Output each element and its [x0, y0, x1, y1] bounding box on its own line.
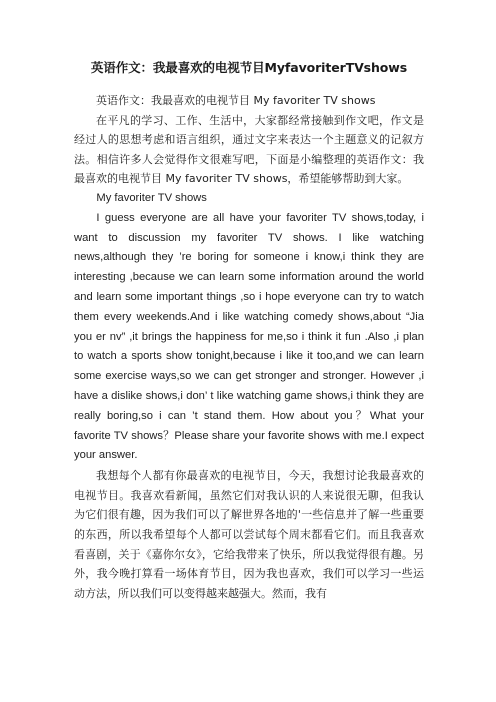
chinese-translation-paragraph: 我想每个人都有你最喜欢的电视节目，今天，我想讨论我最喜欢的电视节目。我喜欢看新闻，虽然它们对我认识的人来说很无聊，但我认为它们很有趣，因为我们可以了解世界各地的'一些信息并了解一些重要的东西，所以我希望每个人都可以尝试每个周末都看它们。而且我喜欢看喜剧，关于《嘉你尔女》，它给我带来了快乐，所以我觉得很有趣。另外，我今晚打算看一场体育节目，因为我也喜欢，我们可以学习一些运动方法，所以我们可以变得越来越强大。然而，我有: [74, 469, 424, 600]
intro-paragraph: 在平凡的学习、工作、生活中，大家都经常接触到作文吧，作文是经过人的思想考虑和语言组织，通过文字来表达一个主题意义的记叙方法。相信许多人会觉得作文很难写吧，下面是小编整理的英语作文：我最喜欢的电视节目 My favoriter TV shows，希望能够帮助到大家。: [74, 113, 424, 186]
document-title: 英语作文：我最喜欢的电视节目MyfavoriterTVshows: [90, 60, 408, 75]
essay-heading: My favoriter TV shows: [96, 191, 207, 204]
subtitle-paragraph: 英语作文：我最喜欢的电视节目 My favoriter TV shows: [96, 94, 376, 107]
english-essay-paragraph: I guess everyone are all have your favoriter TV shows,today, i want to discussion my favoriter TV shows. I like watching news,although they ’re boring for someone i know,i think they are interesting ,because we can learn some information around the world and learn some important things ,so i hope everyone can try to watch them every weekends.And i like watching comedy shows,about “Jia you er nv” ,it brings the happiness for me,so i think it fun .Also ,i plan to watch a sports show tonight,because i like it too,and we can learn some exercise ways,so we can get stronger and stronger. However ,i have a dislike shows,i don’ t like watching game shows,i think they are really boring,so i can ’t stand them. How about you？What your favorite TV shows？Please share your favorite shows with me.I expect your answer.: [74, 211, 424, 462]
